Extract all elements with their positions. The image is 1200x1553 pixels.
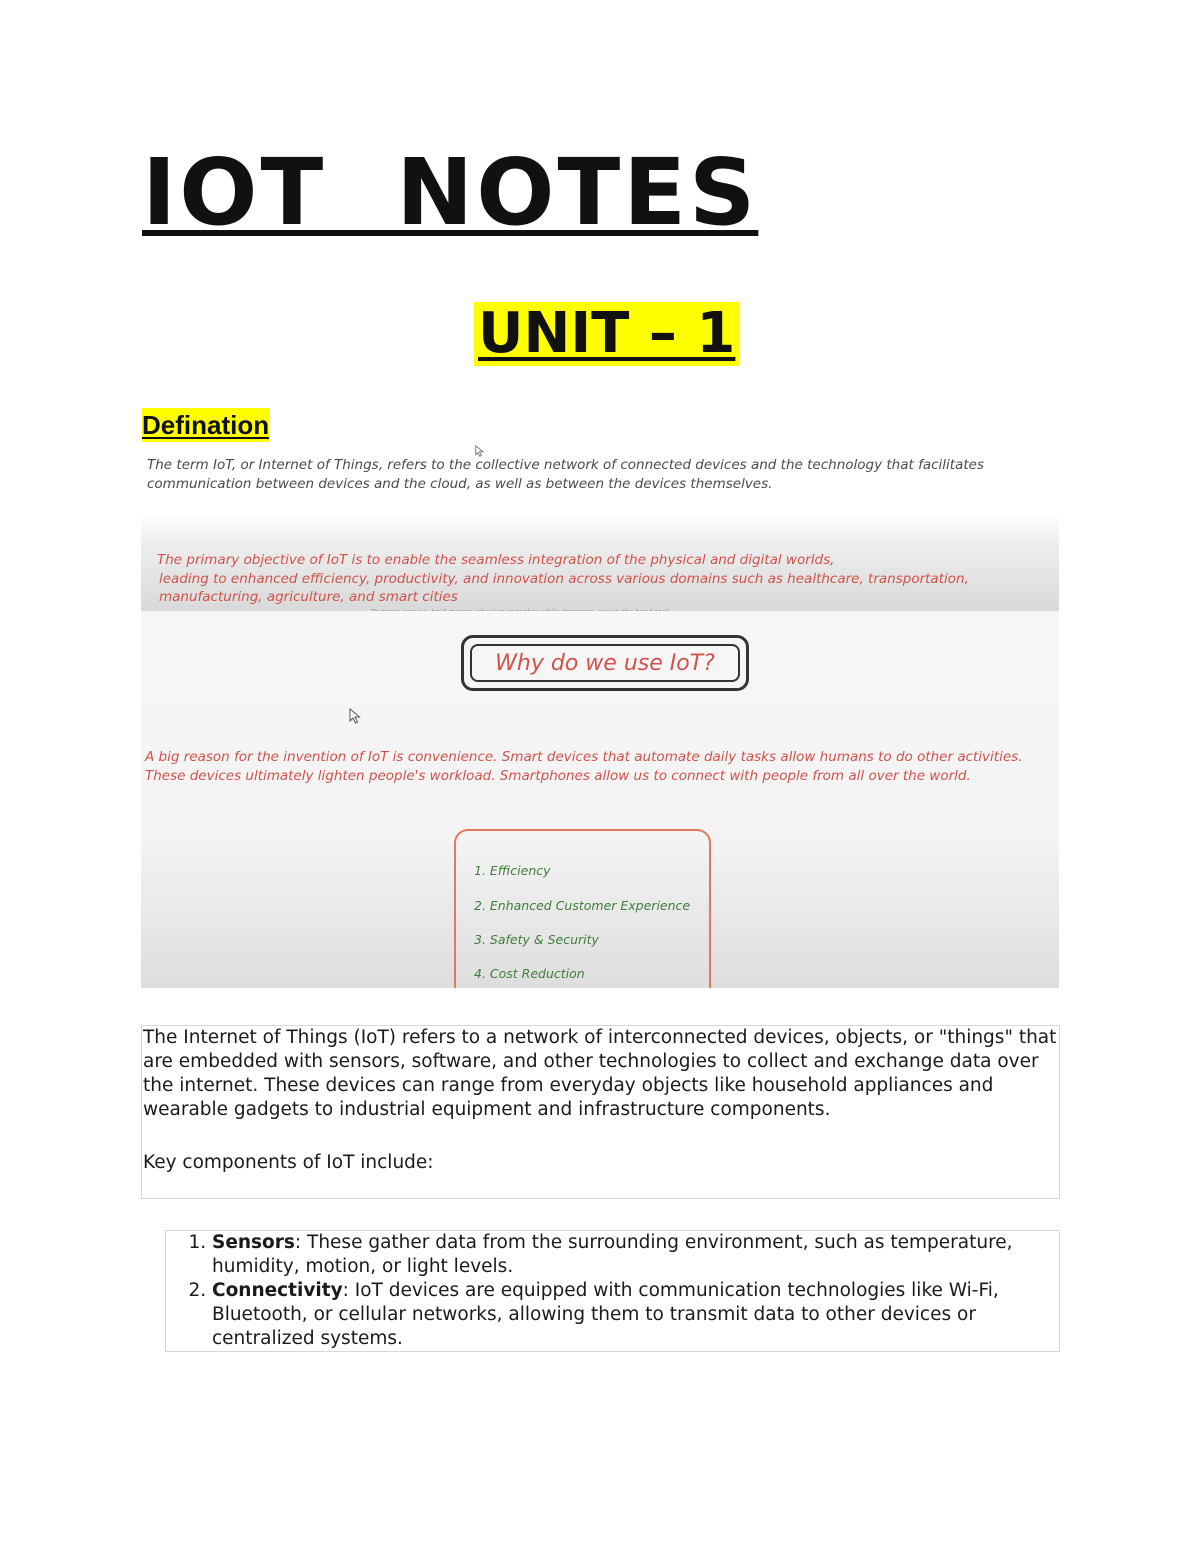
benefit-item: 3. Safety & Security [474,932,599,947]
benefit-item: 4. Cost Reduction [474,966,585,981]
benefits-box [454,829,711,988]
list-item [212,1279,1059,1351]
convenience-text-line-1: A big reason for the invention of IoT is convenience. Smart devices that automate daily tasks allow humans to do other activities. [145,749,1023,765]
component-desc: : These gather data from the surrounding environment, such as temperature, humidity, motion, or light levels. [212,1232,1013,1277]
key-components-intro: Key components of IoT include: [143,1152,434,1173]
convenience-text-line-2: These devices ultimately lighten people's workload. Smartphones allow us to connect with people from all over the world. [145,768,971,784]
benefit-item: 2. Enhanced Customer Experience [474,898,691,913]
objective-text-line-1: The primary objective of IoT is to enable the seamless integration of the physical and digital worlds, [157,552,835,568]
benefit-item: 1. Efficiency [474,863,551,878]
definition-paragraph: The Internet of Things (IoT) refers to a network of interconnected devices, objects, or "things" that are embedded with sensors, software, and other technologies to collect and exchange data over the internet. These devices can range from everyday objects like household appliances and wearable gadgets to industrial equipment and infrastructure components. [143,1027,1057,1120]
definition-paragraph-block [141,1025,1060,1199]
components-list-block [165,1230,1060,1352]
objective-text-line-3: manufacturing, agriculture, and smart cities [159,589,458,605]
document-title: IOT NOTES [142,139,759,246]
list-item [212,1231,1059,1279]
definition-text-line-1: The term IoT, or Internet of Things, refers to the collective network of connected devices and the technology that facilitates [147,457,984,473]
component-term: Sensors [212,1232,295,1253]
screenshot-top-panel [141,443,1059,611]
why-iot-title: Why do we use IoT? [470,644,740,682]
component-term: Connectivity [212,1280,343,1301]
embedded-screenshot [141,443,1059,988]
component-desc: : IoT devices are equipped with communication technologies like Wi-Fi, Bluetooth, or cellular networks, allowing them to transmit data to other devices or centralized systems. [212,1280,999,1349]
why-iot-box [461,635,749,691]
components-list [166,1231,1059,1351]
objective-text-line-2: leading to enhanced efficiency, productivity, and innovation across various domains such as healthcare, transportation, [159,571,969,587]
unit-heading: UNIT – 1 [474,302,739,366]
section-heading: Defination [142,410,270,440]
definition-text-line-2: communication between devices and the cloud, as well as between the devices themselves. [147,476,773,492]
cursor-icon [349,708,361,724]
screenshot-bottom-panel [141,611,1059,988]
